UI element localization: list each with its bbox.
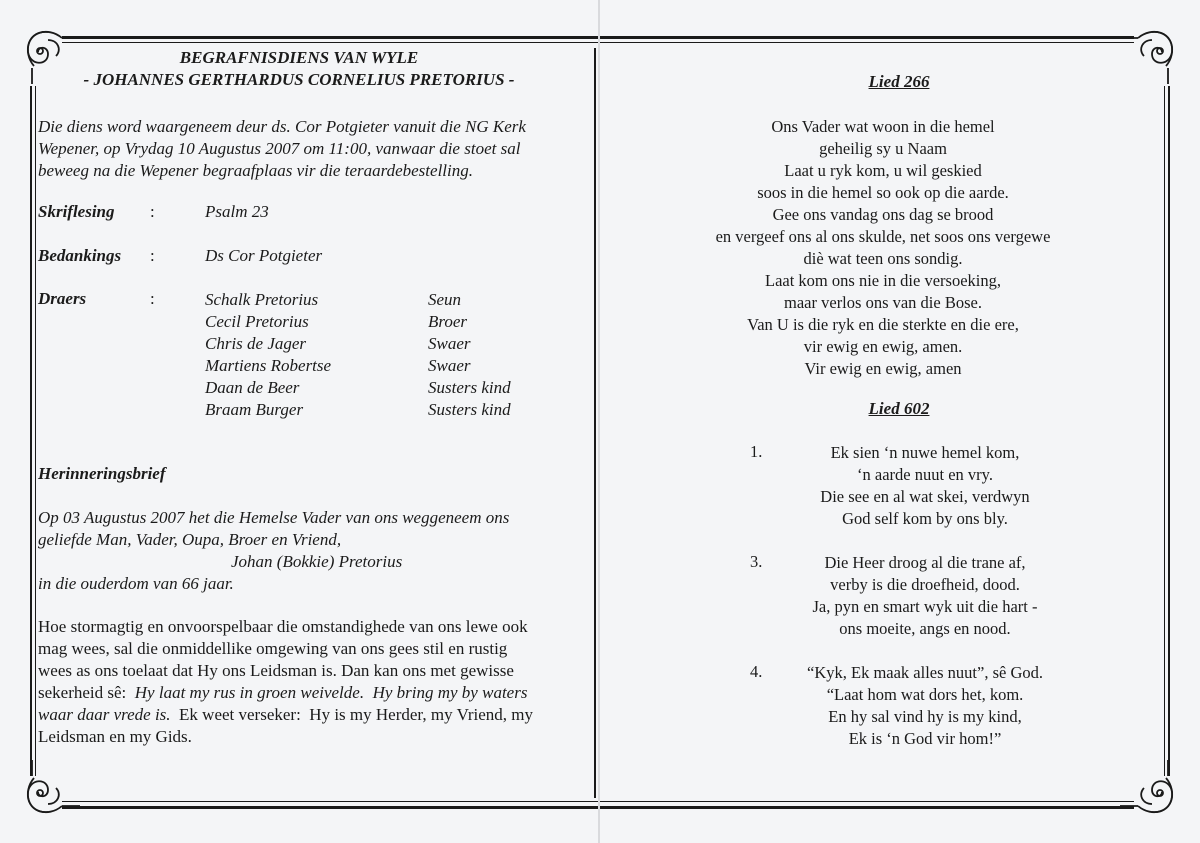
bearer-name: Martiens Robertse [205, 356, 332, 375]
verse-line: God self kom by ons bly. [842, 509, 1008, 528]
song2-title: Lied 602 [868, 399, 930, 418]
reading-colon: : [150, 202, 155, 221]
frame-top-right-thin [600, 42, 1134, 43]
verse-text [725, 442, 1125, 530]
closing-paragraph [38, 616, 583, 748]
intro-line: Wepener, op Vrydag 10 Augustus 2007 om 11:00, vanwaar die stoet sal [38, 139, 521, 158]
verse-line: “Kyk, Ek maak alles nuut”, sê God. [807, 663, 1043, 682]
center-divider [594, 48, 596, 798]
verse-line: Die see en al wat skei, verdwyn [820, 487, 1030, 506]
deceased-name: - JOHANNES GERTHARDUS CORNELIUS PRETORIUS - [83, 70, 515, 89]
bearer-name: Braam Burger [205, 400, 304, 419]
closing-line [38, 704, 583, 726]
closing-quote: Hy laat my rus in groen weivelde. Hy bring my by waters [134, 683, 528, 702]
closing-line [38, 638, 583, 660]
bearer-relation: Seun [428, 290, 462, 309]
service-intro [38, 116, 578, 182]
closing-line [38, 726, 583, 748]
bearer-name: Schalk Pretorius [205, 290, 319, 309]
closing-text: wees as ons toelaat dat Hy ons Leidsman is. Dan kan ons met gewisse [38, 661, 514, 680]
song1-line: Laat kom ons nie in die versoeking, [765, 271, 1001, 290]
page-title: BEGRAFNISDIENS VAN WYLE [179, 48, 419, 67]
verse-line: ons moeite, angs en nood. [839, 619, 1011, 638]
song1-line: soos in die hemel so ook op die aarde. [757, 183, 1009, 202]
bearer-relation: Broer [428, 312, 468, 331]
thanks-colon: : [150, 246, 155, 265]
verse-line: ‘n aarde nuut en vry. [857, 465, 993, 484]
closing-text: sekerheid sê: [38, 683, 135, 702]
closing-text: mag wees, sal die onmiddellike omgewing van ons gees stil en rustig [38, 639, 508, 658]
bearers-label: Draers [38, 289, 87, 308]
verse-line: Ja, pyn en smart wyk uit die hart - [812, 597, 1038, 616]
song1-line: diè wat teen ons sondig. [803, 249, 963, 268]
verse-line: Ek sien ‘n nuwe hemel kom, [830, 443, 1020, 462]
memorial-line: Op 03 Augustus 2007 het die Hemelse Vader van ons weggeneem ons [38, 508, 510, 527]
frame-right [1168, 86, 1170, 776]
song1-line: Laat u ryk kom, u wil geskied [784, 161, 982, 180]
song1-line: vir ewig en ewig, amen. [803, 337, 963, 356]
closing-line [38, 682, 583, 704]
frame-bottom-left [62, 806, 598, 809]
memorial-line: Johan (Bokkie) Pretorius [231, 552, 403, 571]
reading-value: Psalm 23 [205, 202, 269, 221]
song1-line: en vergeef ons al ons skulde, net soos ons vergewe [715, 227, 1051, 246]
song1-line: Ons Vader wat woon in die hemel [771, 117, 995, 136]
song1-title: Lied 266 [868, 72, 930, 91]
bearer-relation: Susters kind [428, 378, 511, 397]
memorial-heading: Herinneringsbrief [38, 464, 166, 483]
closing-text: Leidsman en my Gids. [38, 727, 192, 746]
bearer-name: Chris de Jager [205, 334, 307, 353]
intro-line: Die diens word waargeneem deur ds. Cor Potgieter vanuit die NG Kerk [38, 117, 526, 136]
song1-line: Van U is die ryk en die sterkte en die ere, [747, 315, 1019, 334]
verse-number: 4. [750, 662, 763, 681]
song1-line: maar verlos ons van die Bose. [784, 293, 982, 312]
verse-number: 1. [750, 442, 763, 461]
intro-line: beweeg na die Wepener begraafplaas vir die teraardebestelling. [38, 161, 473, 180]
closing-text: Ek weet verseker: Hy is my Herder, my Vriend, my [170, 705, 533, 724]
frame-left [30, 86, 32, 776]
verse-text [725, 662, 1125, 750]
closing-line [38, 660, 583, 682]
verse-line: verby is die droefheid, dood. [830, 575, 1020, 594]
verse-line: Ek is ‘n God vir hom!” [848, 729, 1002, 748]
frame-top-left [62, 36, 598, 39]
bearers-colon: : [150, 289, 155, 308]
song1-line: Vir ewig en ewig, amen [804, 359, 962, 378]
frame-top-left-thin [62, 42, 598, 43]
frame-top-right [600, 36, 1134, 39]
frame-bottom-right [600, 806, 1134, 809]
verse-text [725, 552, 1125, 640]
song1-text [600, 116, 1166, 380]
verse-line: Die Heer droog al die trane af, [824, 553, 1026, 572]
song1-line: geheilig sy u Naam [819, 139, 947, 158]
bearer-relation: Swaer [428, 356, 471, 375]
verse-line: En hy sal vind hy is my kind, [828, 707, 1022, 726]
closing-quote: waar daar vrede is. [38, 705, 171, 724]
frame-left-inner [35, 86, 36, 776]
memorial-text [38, 507, 578, 595]
scroll-ornament-icon [18, 752, 88, 822]
bearer-relation: Swaer [428, 334, 471, 353]
verse-number: 3. [750, 552, 763, 571]
bearer-name: Daan de Beer [205, 378, 300, 397]
closing-line [38, 616, 583, 638]
bearer-name: Cecil Pretorius [205, 312, 309, 331]
bearer-relation: Susters kind [428, 400, 511, 419]
reading-label: Skriflesing [38, 202, 115, 221]
thanks-value: Ds Cor Potgieter [205, 246, 323, 265]
memorial-line: in die ouderdom van 66 jaar. [38, 574, 234, 593]
frame-bottom-left-thin [62, 801, 598, 802]
memorial-line: geliefde Man, Vader, Oupa, Broer en Vriend, [38, 530, 342, 549]
thanks-label: Bedankings [38, 246, 122, 265]
frame-bottom-right-thin [600, 801, 1134, 802]
song1-line: Gee ons vandag ons dag se brood [772, 205, 994, 224]
closing-text: Hoe stormagtig en onvoorspelbaar die omstandighede van ons lewe ook [38, 617, 528, 636]
verse-line: “Laat hom wat dors het, kom. [826, 685, 1024, 704]
scroll-ornament-icon [1112, 752, 1182, 822]
